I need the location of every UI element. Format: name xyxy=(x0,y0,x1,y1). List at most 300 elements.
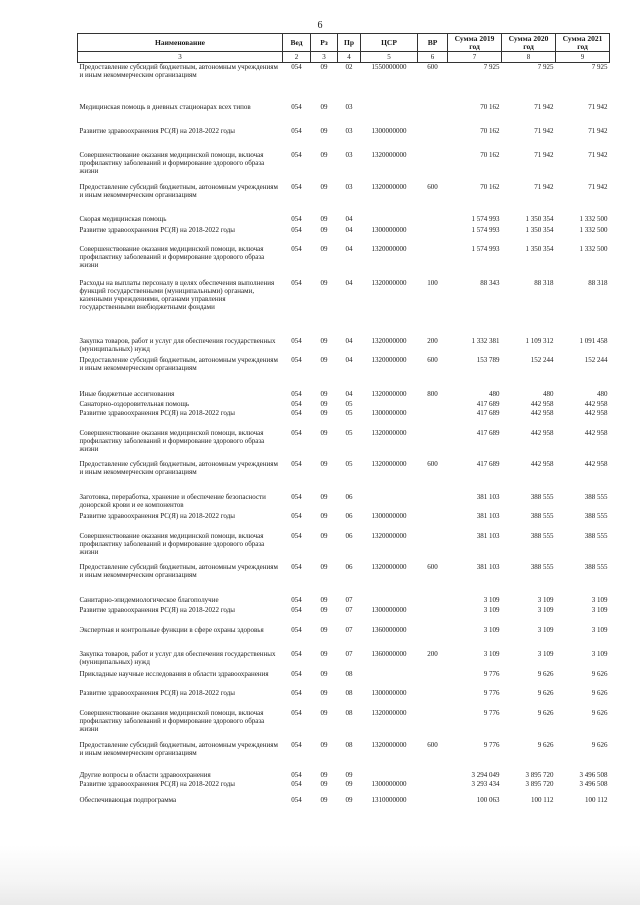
cell-ved: 054 xyxy=(291,459,302,468)
cell-ved: 054 xyxy=(291,708,302,717)
cell-sum-2020: 9 626 xyxy=(537,688,554,697)
cell-pr: 09 xyxy=(345,779,353,788)
cell-name: Обеспечивающая подпрограмма xyxy=(79,795,177,804)
cell-sum-2020: 3 895 720 xyxy=(525,779,554,788)
header-sum-2021: Сумма 2021 год xyxy=(556,34,610,52)
cell-sum-2021: 3 496 508 xyxy=(579,779,608,788)
cell-vr: 600 xyxy=(427,562,438,571)
cell-sum-2019: 153 789 xyxy=(476,355,500,364)
cell-sum-2020: 1 350 354 xyxy=(525,244,554,253)
cell-name: Предоставление субсидий бюджетным, автономным учреждениям и иным некоммерческим организациям xyxy=(79,740,278,757)
cell-name: Совершенствование оказания медицинской помощи, включая профилактику заболеваний и формирование здорового образа жизни xyxy=(79,150,265,175)
table-row xyxy=(78,245,610,279)
cell-ved: 054 xyxy=(291,669,302,678)
cell-sum-2019: 3 294 049 xyxy=(471,770,500,779)
cell-name: Развитие здравоохранения РС(Я) на 2018-2022 годы xyxy=(79,779,235,788)
cell-ved: 054 xyxy=(291,182,302,191)
cell-vr xyxy=(418,409,448,429)
cell-sum-2020: 3 109 xyxy=(537,605,554,614)
cell-pr: 08 xyxy=(345,669,353,678)
cell-rz: 09 xyxy=(320,531,328,540)
cell-sum-2021: 3 109 xyxy=(591,595,608,604)
cell-vr xyxy=(418,245,448,279)
table-row xyxy=(78,626,610,650)
cell-ved: 054 xyxy=(291,779,302,788)
cell-csr: 1320000000 xyxy=(371,428,407,437)
cell-csr: 1320000000 xyxy=(371,244,407,253)
cell-sum-2020: 388 555 xyxy=(530,492,554,501)
cell-sum-2019: 70 162 xyxy=(480,150,500,159)
cell-sum-2020: 71 942 xyxy=(534,126,554,135)
cell-sum-2020: 9 626 xyxy=(537,740,554,749)
table-row xyxy=(78,356,610,390)
cell-pr: 09 xyxy=(345,770,353,779)
cell-sum-2019: 3 109 xyxy=(483,625,500,634)
table-row xyxy=(78,741,610,771)
cell-sum-2021: 88 318 xyxy=(588,278,608,287)
cell-name: Санаторно-оздоровительная помощь xyxy=(79,399,190,408)
table-row xyxy=(78,460,610,493)
cell-vr xyxy=(418,689,448,709)
cell-sum-2021: 7 925 xyxy=(591,63,608,71)
cell-name: Предоставление субсидий бюджетным, автономным учреждениям и иным некоммерческим организациям xyxy=(79,562,278,579)
cell-rz: 09 xyxy=(320,399,328,408)
table-header-row xyxy=(78,34,610,52)
cell-rz: 09 xyxy=(320,336,328,345)
cell-rz: 09 xyxy=(320,150,328,159)
table-row xyxy=(78,103,610,127)
cell-vr: 600 xyxy=(427,355,438,364)
table-row xyxy=(78,596,610,606)
index-cell: 9 xyxy=(556,52,610,63)
cell-ved: 054 xyxy=(291,399,302,408)
cell-csr: 1300000000 xyxy=(371,126,407,135)
cell-pr: 03 xyxy=(345,150,353,159)
cell-sum-2019: 417 689 xyxy=(476,428,500,437)
cell-sum-2021: 152 244 xyxy=(584,355,608,364)
cell-rz: 09 xyxy=(320,459,328,468)
cell-sum-2019: 9 776 xyxy=(483,740,500,749)
cell-csr: 1320000000 xyxy=(371,740,407,749)
cell-pr: 03 xyxy=(345,126,353,135)
cell-csr xyxy=(361,596,418,606)
cell-vr: 200 xyxy=(427,649,438,658)
cell-ved: 054 xyxy=(291,649,302,658)
index-cell: 6 xyxy=(418,52,448,63)
cell-csr: 1300000000 xyxy=(371,605,407,614)
cell-vr xyxy=(418,670,448,689)
cell-vr xyxy=(418,532,448,563)
table-row xyxy=(78,279,610,337)
cell-sum-2020: 388 555 xyxy=(530,511,554,520)
table-row xyxy=(78,512,610,532)
cell-pr: 04 xyxy=(345,225,353,234)
cell-sum-2021: 1 091 458 xyxy=(579,336,608,345)
cell-csr: 1320000000 xyxy=(371,531,407,540)
cell-sum-2021: 388 555 xyxy=(584,492,608,501)
cell-vr xyxy=(418,780,448,796)
cell-ved: 054 xyxy=(291,336,302,345)
header-ved: Вед xyxy=(283,34,311,52)
cell-rz: 09 xyxy=(320,102,328,111)
cell-rz: 09 xyxy=(320,408,328,417)
cell-pr: 03 xyxy=(345,182,353,191)
cell-name: Совершенствование оказания медицинской помощи, включая профилактику заболеваний и формирование здорового образа жизни xyxy=(79,708,265,733)
cell-vr xyxy=(418,215,448,226)
index-cell: 3 xyxy=(78,52,283,63)
cell-sum-2021: 3 109 xyxy=(591,649,608,658)
cell-csr: 1320000000 xyxy=(371,708,407,717)
cell-sum-2021: 9 626 xyxy=(591,740,608,749)
cell-pr: 07 xyxy=(345,595,353,604)
cell-vr: 600 xyxy=(427,459,438,468)
cell-sum-2020: 88 318 xyxy=(534,278,554,287)
header-csr: ЦСР xyxy=(361,34,418,52)
cell-rz: 09 xyxy=(320,278,328,287)
cell-pr: 04 xyxy=(345,278,353,287)
cell-rz: 09 xyxy=(320,595,328,604)
table-row xyxy=(78,689,610,709)
cell-name: Совершенствование оказания медицинской помощи, включая профилактику заболеваний и формирование здорового образа жизни xyxy=(79,244,265,269)
cell-sum-2021: 71 942 xyxy=(588,182,608,191)
cell-sum-2020: 388 555 xyxy=(530,531,554,540)
cell-csr: 1320000000 xyxy=(371,459,407,468)
cell-csr: 1310000000 xyxy=(371,795,407,804)
cell-ved: 054 xyxy=(291,595,302,604)
cell-sum-2019: 100 063 xyxy=(476,795,500,804)
cell-csr: 1360000000 xyxy=(371,649,407,658)
cell-sum-2021: 442 958 xyxy=(584,399,608,408)
cell-sum-2020: 442 958 xyxy=(530,428,554,437)
cell-rz: 09 xyxy=(320,669,328,678)
cell-sum-2019: 1 574 993 xyxy=(471,244,500,253)
cell-sum-2019: 381 103 xyxy=(476,531,500,540)
table-row xyxy=(78,650,610,670)
cell-name: Совершенствование оказания медицинской помощи, включая профилактику заболеваний и формирование здорового образа жизни xyxy=(79,428,265,453)
cell-csr xyxy=(361,771,418,780)
header-name: Наименование xyxy=(78,34,283,52)
cell-name: Развитие здравоохранения РС(Я) на 2018-2022 годы xyxy=(79,605,235,614)
cell-sum-2021: 1 332 500 xyxy=(579,244,608,253)
cell-csr xyxy=(361,215,418,226)
table-row xyxy=(78,606,610,626)
cell-ved: 054 xyxy=(291,389,302,398)
cell-pr: 09 xyxy=(345,795,353,804)
cell-sum-2020: 388 555 xyxy=(530,562,554,571)
cell-sum-2019: 417 689 xyxy=(476,408,500,417)
table-row xyxy=(78,127,610,151)
table-row xyxy=(78,796,610,806)
cell-ved: 054 xyxy=(291,150,302,159)
cell-sum-2021: 388 555 xyxy=(584,511,608,520)
cell-sum-2020: 1 350 354 xyxy=(525,225,554,234)
index-cell: 8 xyxy=(502,52,556,63)
cell-sum-2020: 152 244 xyxy=(530,355,554,364)
cell-pr: 06 xyxy=(345,492,353,501)
cell-vr xyxy=(418,796,448,806)
cell-rz: 09 xyxy=(320,605,328,614)
cell-csr: 1320000000 xyxy=(371,278,407,287)
cell-sum-2019: 381 103 xyxy=(476,492,500,501)
cell-sum-2021: 442 958 xyxy=(584,459,608,468)
cell-sum-2021: 1 332 500 xyxy=(579,214,608,223)
cell-sum-2019: 417 689 xyxy=(476,459,500,468)
header-sum-2019: Сумма 2019 год xyxy=(448,34,502,52)
cell-name: Предоставление субсидий бюджетным, автономным учреждениям и иным некоммерческим организациям xyxy=(79,459,278,476)
table-row xyxy=(78,429,610,460)
cell-rz: 09 xyxy=(320,625,328,634)
cell-ved: 054 xyxy=(291,63,302,71)
cell-rz: 09 xyxy=(320,126,328,135)
cell-sum-2021: 442 958 xyxy=(584,428,608,437)
cell-sum-2019: 480 xyxy=(489,389,500,398)
cell-rz: 09 xyxy=(320,492,328,501)
cell-rz: 09 xyxy=(320,688,328,697)
table-row xyxy=(78,337,610,356)
cell-name: Заготовка, переработка, хранение и обеспечение безопасности донорской крови и ее компонентов xyxy=(79,492,266,509)
cell-rz: 09 xyxy=(320,389,328,398)
cell-sum-2020: 9 626 xyxy=(537,669,554,678)
cell-pr: 07 xyxy=(345,649,353,658)
cell-rz: 09 xyxy=(320,770,328,779)
cell-ved: 054 xyxy=(291,795,302,804)
cell-csr: 1300000000 xyxy=(371,779,407,788)
cell-rz: 09 xyxy=(320,562,328,571)
cell-rz: 09 xyxy=(320,214,328,223)
cell-csr: 1300000000 xyxy=(371,511,407,520)
cell-vr xyxy=(418,493,448,512)
cell-ved: 054 xyxy=(291,562,302,571)
cell-sum-2019: 88 343 xyxy=(480,278,500,287)
cell-name: Прикладные научные исследования в области здравоохранения xyxy=(79,669,269,678)
cell-vr xyxy=(418,151,448,183)
cell-csr: 1320000000 xyxy=(371,355,407,364)
cell-csr: 1320000000 xyxy=(371,562,407,571)
cell-vr xyxy=(418,512,448,532)
cell-name: Иные бюджетные ассигнования xyxy=(79,389,175,398)
header-rz: Рз xyxy=(311,34,338,52)
table-row xyxy=(78,226,610,245)
cell-sum-2021: 388 555 xyxy=(584,562,608,571)
cell-csr xyxy=(361,103,418,127)
cell-sum-2019: 1 332 381 xyxy=(471,336,500,345)
cell-ved: 054 xyxy=(291,126,302,135)
table-row xyxy=(78,151,610,183)
table-index-row xyxy=(78,52,610,63)
table-row xyxy=(78,670,610,689)
cell-name: Другие вопросы в области здравоохранения xyxy=(79,770,211,779)
cell-ved: 054 xyxy=(291,625,302,634)
cell-pr: 08 xyxy=(345,708,353,717)
cell-rz: 09 xyxy=(320,225,328,234)
cell-sum-2019: 70 162 xyxy=(480,182,500,191)
page-number: 6 xyxy=(317,20,323,31)
cell-sum-2020: 1 109 312 xyxy=(525,336,554,345)
cell-sum-2019: 9 776 xyxy=(483,688,500,697)
cell-csr: 1300000000 xyxy=(371,408,407,417)
cell-pr: 05 xyxy=(345,408,353,417)
cell-name: Развитие здравоохранения РС(Я) на 2018-2022 годы xyxy=(79,511,235,520)
cell-vr: 600 xyxy=(427,740,438,749)
table-row xyxy=(78,63,610,103)
index-cell: 5 xyxy=(361,52,418,63)
cell-name: Развитие здравоохранения РС(Я) на 2018-2022 годы xyxy=(79,225,235,234)
cell-vr: 600 xyxy=(427,182,438,191)
cell-csr: 1360000000 xyxy=(371,625,407,634)
cell-name: Предоставление субсидий бюджетным, автономным учреждениям и иным некоммерческим организациям xyxy=(79,355,278,372)
cell-pr: 08 xyxy=(345,740,353,749)
cell-ved: 054 xyxy=(291,492,302,501)
cell-pr: 07 xyxy=(345,605,353,614)
cell-vr xyxy=(418,626,448,650)
cell-sum-2019: 1 574 993 xyxy=(471,214,500,223)
cell-sum-2021: 442 958 xyxy=(584,408,608,417)
cell-ved: 054 xyxy=(291,511,302,520)
cell-sum-2021: 1 332 500 xyxy=(579,225,608,234)
cell-sum-2021: 3 109 xyxy=(591,625,608,634)
cell-csr: 1320000000 xyxy=(371,150,407,159)
cell-vr xyxy=(418,771,448,780)
cell-name: Предоставление субсидий бюджетным, автономным учреждениям и иным некоммерческим организациям xyxy=(79,63,278,79)
cell-name: Закупка товаров, работ и услуг для обеспечения государственных (муниципальных) нужд xyxy=(79,649,276,666)
cell-ved: 054 xyxy=(291,214,302,223)
cell-sum-2020: 480 xyxy=(543,389,554,398)
cell-name: Экспертная и контрольные функции в сфере охраны здоровья xyxy=(79,625,264,634)
cell-sum-2020: 71 942 xyxy=(534,150,554,159)
cell-name: Закупка товаров, работ и услуг для обеспечения государственных (муниципальных) нужд xyxy=(79,336,276,353)
cell-sum-2019: 3 109 xyxy=(483,649,500,658)
cell-name: Скорая медицинская помощь xyxy=(79,214,167,223)
cell-rz: 09 xyxy=(320,428,328,437)
cell-pr: 05 xyxy=(345,399,353,408)
cell-sum-2019: 1 574 993 xyxy=(471,225,500,234)
cell-csr: 1300000000 xyxy=(371,225,407,234)
index-cell: 4 xyxy=(338,52,361,63)
cell-vr xyxy=(418,709,448,741)
cell-pr: 06 xyxy=(345,562,353,571)
cell-vr xyxy=(418,400,448,409)
cell-name: Развитие здравоохранения РС(Я) на 2018-2022 годы xyxy=(79,126,235,135)
table-row xyxy=(78,563,610,596)
table-row xyxy=(78,709,610,741)
cell-rz: 09 xyxy=(320,649,328,658)
cell-pr: 03 xyxy=(345,102,353,111)
cell-pr: 02 xyxy=(345,63,353,71)
cell-ved: 054 xyxy=(291,740,302,749)
cell-rz: 09 xyxy=(320,779,328,788)
cell-sum-2019: 381 103 xyxy=(476,562,500,571)
budget-table xyxy=(77,33,610,806)
cell-vr xyxy=(418,127,448,151)
scan-shadow xyxy=(0,845,640,905)
cell-rz: 09 xyxy=(320,182,328,191)
cell-ved: 054 xyxy=(291,225,302,234)
cell-ved: 054 xyxy=(291,770,302,779)
cell-ved: 054 xyxy=(291,355,302,364)
cell-csr: 1300000000 xyxy=(371,688,407,697)
cell-csr xyxy=(361,670,418,689)
cell-sum-2019: 3 109 xyxy=(483,595,500,604)
cell-vr: 200 xyxy=(427,336,438,345)
cell-sum-2021: 71 942 xyxy=(588,150,608,159)
cell-sum-2020: 1 350 354 xyxy=(525,214,554,223)
cell-pr: 05 xyxy=(345,459,353,468)
cell-sum-2021: 71 942 xyxy=(588,126,608,135)
header-vr: ВР xyxy=(418,34,448,52)
cell-rz: 09 xyxy=(320,355,328,364)
cell-sum-2019: 70 162 xyxy=(480,102,500,111)
cell-sum-2021: 71 942 xyxy=(588,102,608,111)
cell-ved: 054 xyxy=(291,688,302,697)
cell-vr: 100 xyxy=(427,278,438,287)
cell-rz: 09 xyxy=(320,63,328,71)
cell-name: Совершенствование оказания медицинской помощи, включая профилактику заболеваний и формирование здорового образа жизни xyxy=(79,531,265,556)
cell-sum-2020: 7 925 xyxy=(537,63,554,71)
cell-pr: 04 xyxy=(345,244,353,253)
table-row xyxy=(78,493,610,512)
cell-sum-2020: 100 112 xyxy=(531,795,554,804)
cell-sum-2021: 9 626 xyxy=(591,708,608,717)
cell-sum-2020: 3 895 720 xyxy=(525,770,554,779)
cell-sum-2019: 417 689 xyxy=(476,399,500,408)
cell-ved: 054 xyxy=(291,605,302,614)
cell-ved: 054 xyxy=(291,408,302,417)
cell-sum-2021: 388 555 xyxy=(584,531,608,540)
cell-pr: 06 xyxy=(345,511,353,520)
cell-sum-2021: 100 112 xyxy=(585,795,608,804)
cell-pr: 05 xyxy=(345,428,353,437)
cell-name: Расходы на выплаты персоналу в целях обеспечения выполнения функций государственными (муниципальными) органами, казенными учреждениями, органами управления государственными внебюджетными фондами xyxy=(79,278,275,311)
cell-csr: 1320000000 xyxy=(371,389,407,398)
cell-ved: 054 xyxy=(291,278,302,287)
cell-rz: 09 xyxy=(320,740,328,749)
cell-vr: 800 xyxy=(427,389,438,398)
index-cell: 3 xyxy=(311,52,338,63)
table-row xyxy=(78,409,610,429)
cell-vr xyxy=(418,429,448,460)
cell-sum-2021: 9 626 xyxy=(591,669,608,678)
cell-pr: 08 xyxy=(345,688,353,697)
table-row xyxy=(78,390,610,400)
cell-sum-2019: 7 925 xyxy=(483,63,500,71)
cell-sum-2019: 3 109 xyxy=(483,605,500,614)
cell-ved: 054 xyxy=(291,428,302,437)
cell-rz: 09 xyxy=(320,708,328,717)
header-pr: Пр xyxy=(338,34,361,52)
table-row xyxy=(78,780,610,796)
cell-vr xyxy=(418,596,448,606)
cell-vr xyxy=(418,226,448,245)
cell-pr: 04 xyxy=(345,389,353,398)
cell-sum-2021: 3 496 508 xyxy=(579,770,608,779)
cell-sum-2020: 442 958 xyxy=(530,408,554,417)
table-row xyxy=(78,771,610,780)
cell-pr: 04 xyxy=(345,214,353,223)
cell-ved: 054 xyxy=(291,531,302,540)
table-body xyxy=(78,63,610,806)
table-row xyxy=(78,215,610,226)
cell-name: Медицинская помощь в дневных стационарах всех типов xyxy=(79,102,251,111)
cell-csr: 1320000000 xyxy=(371,336,407,345)
cell-name: Предоставление субсидий бюджетным, автономным учреждениям и иным некоммерческим организациям xyxy=(79,182,278,199)
header-sum-2020: Сумма 2020 год xyxy=(502,34,556,52)
cell-sum-2019: 9 776 xyxy=(483,669,500,678)
index-cell: 7 xyxy=(448,52,502,63)
cell-sum-2019: 70 162 xyxy=(480,126,500,135)
cell-sum-2021: 480 xyxy=(597,389,608,398)
cell-pr: 04 xyxy=(345,336,353,345)
cell-csr xyxy=(361,493,418,512)
